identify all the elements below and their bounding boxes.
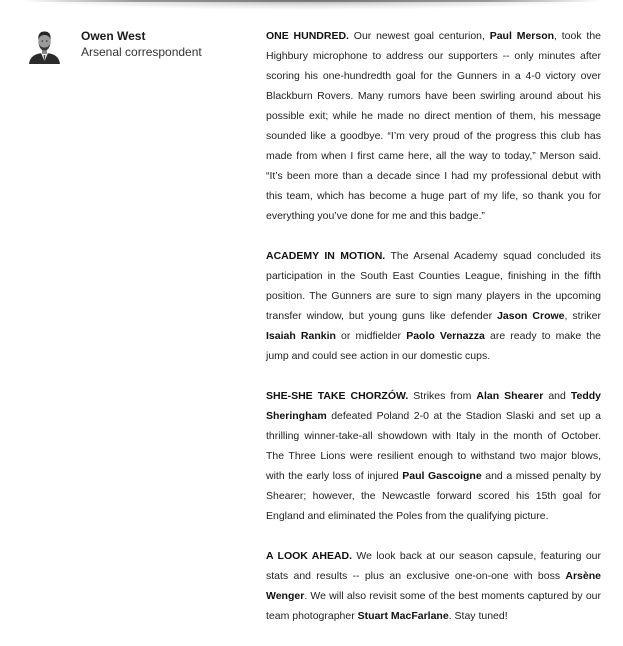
player-name: Isaiah Rankin xyxy=(266,330,336,342)
player-name: Jason Crowe xyxy=(497,310,565,322)
paragraph-text: . We will also revisit some of the best moments captured by our team photographer xyxy=(266,590,601,622)
paragraph-text: . Stay tuned! xyxy=(448,610,508,622)
player-name: Paul Gascoigne xyxy=(402,470,482,482)
author-name: Owen West xyxy=(81,29,146,43)
author-avatar xyxy=(28,28,61,64)
photographer-name: Stuart MacFarlane xyxy=(357,610,449,622)
article-paragraph-chorzow xyxy=(266,386,601,526)
top-divider xyxy=(24,0,600,2)
paragraph-text: We look back at our season capsule, featuring our stats and results -- plus an exclusive one-on-one with boss xyxy=(266,550,601,582)
manager-name: Arsène Wenger xyxy=(266,570,601,602)
section-heading: ONE HUNDRED. xyxy=(266,30,349,42)
article-paragraph-academy xyxy=(266,246,601,366)
section-heading: A LOOK AHEAD. xyxy=(266,550,353,562)
section-heading: SHE-SHE TAKE CHORZÓW. xyxy=(266,390,409,402)
paragraph-text: The Arsenal Academy squad concluded its participation in the South East Counties League, finishing in the fifth position. The Gunners are sure to sign many players in the upcoming transfer window, but young guns like defender xyxy=(266,250,601,322)
author-role: Arsenal correspondent xyxy=(81,45,202,59)
paragraph-text: , striker xyxy=(564,310,602,322)
author-byline xyxy=(28,28,202,64)
paragraph-text: are ready to make the jump and could see action in our domestic cups. xyxy=(266,330,602,362)
player-name: Paolo Vernazza xyxy=(406,330,485,342)
paragraph-text: Strikes from xyxy=(408,390,477,402)
article-body xyxy=(266,26,601,646)
player-name: Alan Shearer xyxy=(476,390,544,402)
paragraph-text: and xyxy=(543,390,571,402)
player-name: Teddy Sheringham xyxy=(266,390,602,422)
paragraph-text: , took the Highbury microphone to address our supporters -- only minutes after scoring his one-hundredth goal for the Gunners in a 4-0 victory over Blackburn Rovers. Many rumors have been swirling around about his possible exit; while he made no direct mention of them, his message sounded like a goodbye. “I’m very proud of the progress this club has made from when I first came here, all the way to today,” Merson said. “It’s been more than a decade since I had my professional debut with this team, which has become a huge part of my life, so thank you for everything you’ve done for me and this badge.” xyxy=(266,30,602,222)
article-paragraph-one-hundred xyxy=(266,26,601,226)
paragraph-text: or midfielder xyxy=(335,330,407,342)
player-name: Paul Merson xyxy=(489,30,555,42)
paragraph-text: defeated Poland 2-0 at the Stadion Slaski and set up a thrilling winner-take-all showdown with Italy in the month of October. The Three Lions were resilient enough to withstand two major blows, with the early loss of injured xyxy=(266,410,601,482)
section-heading: ACADEMY IN MOTION. xyxy=(266,250,386,262)
paragraph-text: Our newest goal centurion, xyxy=(348,30,490,42)
paragraph-text: and a missed penalty by Shearer; however, the Newcastle forward scored his 15th goal for England and eliminated the Poles from the qualifying picture. xyxy=(266,470,602,522)
author-text xyxy=(81,28,202,60)
article-paragraph-look-ahead xyxy=(266,546,601,626)
